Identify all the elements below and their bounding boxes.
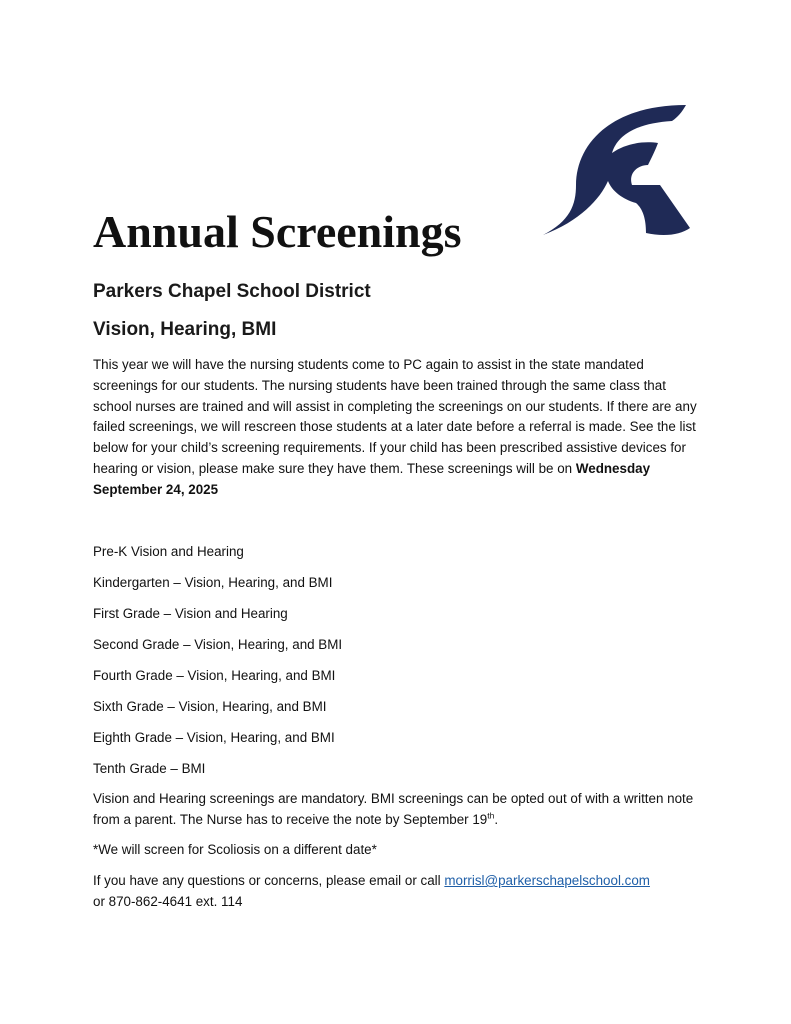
contact-paragraph	[93, 871, 705, 913]
contact-prefix: If you have any questions or concerns, please email or call	[93, 873, 441, 888]
grade-item-second: Second Grade – Vision, Hearing, and BMI	[93, 637, 343, 652]
grade-item-tenth: Tenth Grade – BMI	[93, 761, 206, 776]
ordinal-suffix: th	[487, 810, 495, 821]
grade-item-prek: Pre-K Vision and Hearing	[93, 544, 244, 559]
district-name: Parkers Chapel School District	[93, 281, 371, 302]
intro-text: This year we will have the nursing students come to PC again to assist in the state mandated screenings for our students. The nursing students have been trained through the same class that school nurses are trained and will assist in completing the screenings on our students. If there are any failed screenings, we will rescreen those students at a later date before a referral is made. See the list below for your child’s screening requirements. If your child has been prescribed assistive devices for hearing or vision, please make sure they have them. These screenings will be on	[93, 357, 697, 476]
grade-item-fourth: Fourth Grade – Vision, Hearing, and BMI	[93, 668, 336, 683]
grade-list	[93, 542, 342, 790]
mandatory-note-text: Vision and Hearing screenings are mandatory. BMI screenings can be opted out of with a written note from a parent. The Nurse has to receive the note by September 19	[93, 791, 694, 827]
grade-item-kindergarten: Kindergarten – Vision, Hearing, and BMI	[93, 575, 333, 590]
scoliosis-note: *We will screen for Scoliosis on a different date*	[93, 842, 377, 857]
spartan-helmet-icon	[540, 103, 690, 238]
grade-item-sixth: Sixth Grade – Vision, Hearing, and BMI	[93, 699, 327, 714]
grade-item-first: First Grade – Vision and Hearing	[93, 606, 288, 621]
screening-date: Wednesday September 24, 2025	[93, 460, 651, 497]
email-link[interactable]: morrisl@parkerschapelschool.com	[444, 873, 650, 888]
intro-paragraph	[93, 355, 705, 501]
contact-phone: or 870-862-4641 ext. 114	[93, 893, 243, 909]
mandatory-note	[93, 789, 705, 831]
page-title: Annual Screenings	[93, 206, 462, 257]
grade-item-eighth: Eighth Grade – Vision, Hearing, and BMI	[93, 730, 335, 745]
screening-types: Vision, Hearing, BMI	[93, 319, 277, 340]
helmet-shape	[543, 105, 690, 235]
mandatory-note-end: .	[494, 811, 499, 827]
